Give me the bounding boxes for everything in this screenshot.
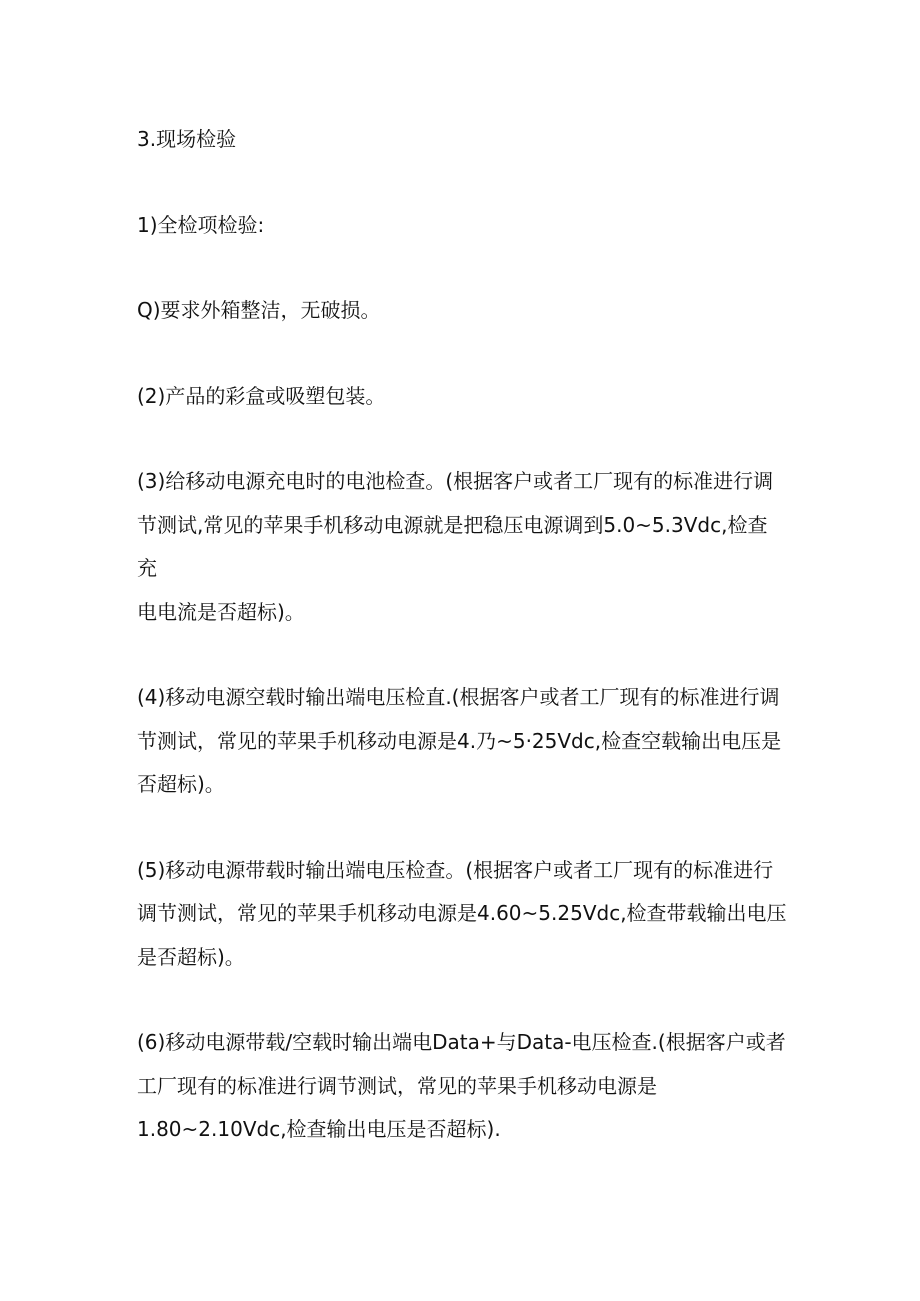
list-item-line: 工厂现有的标准进行调节测试，常见的苹果手机移动电源是	[137, 1073, 657, 1098]
list-item-line: Q)要求外箱整洁，无破损。	[137, 298, 381, 322]
list-item-line: 节测试,常见的苹果手机移动电源就是把稳压电源调到5.0~5.3Vdc,检查充	[137, 512, 768, 580]
list-item-1	[137, 289, 787, 333]
subsection-heading: 1)全检项检验:	[137, 212, 265, 237]
list-item-line: 1.80~2.10Vdc,检查输出电压是否超标).	[137, 1117, 501, 1141]
document-body	[137, 118, 787, 1152]
list-item-line: 否超标)。	[137, 772, 225, 796]
list-item-line: (6)移动电源带载/空载时输出端电Data+与Data-电压检查.(根据客户或者	[137, 1030, 786, 1054]
list-item-line: 是否超标)。	[137, 944, 245, 969]
list-item-line: (2)产品的彩盒或吸塑包装。	[137, 383, 386, 408]
list-item-5	[137, 849, 787, 980]
list-item-line: 电电流是否超标)。	[137, 599, 305, 624]
list-item-line: 节测试，常见的苹果手机移动电源是4.乃~5·25Vdc,检查空载输出电压是	[137, 728, 782, 753]
list-item-4	[137, 676, 787, 807]
list-item-2	[137, 375, 787, 419]
list-item-3	[137, 460, 787, 634]
section-heading: 3.现场检验	[137, 127, 237, 151]
list-item-line: (4)移动电源空载时输出端电压检直.(根据客户或者工厂现有的标准进行调	[137, 685, 780, 709]
list-item-6	[137, 1021, 787, 1152]
list-item-line: (3)给移动电源充电时的电池检查。(根据客户或者工厂现有的标准进行调	[137, 469, 774, 493]
list-item-line: 调节测试，常见的苹果手机移动电源是4.60~5.25Vdc,检查带载输出电压	[137, 901, 787, 925]
list-item-line: (5)移动电源带载时输出端电压检查。(根据客户或者工厂现有的标准进行	[137, 857, 774, 882]
